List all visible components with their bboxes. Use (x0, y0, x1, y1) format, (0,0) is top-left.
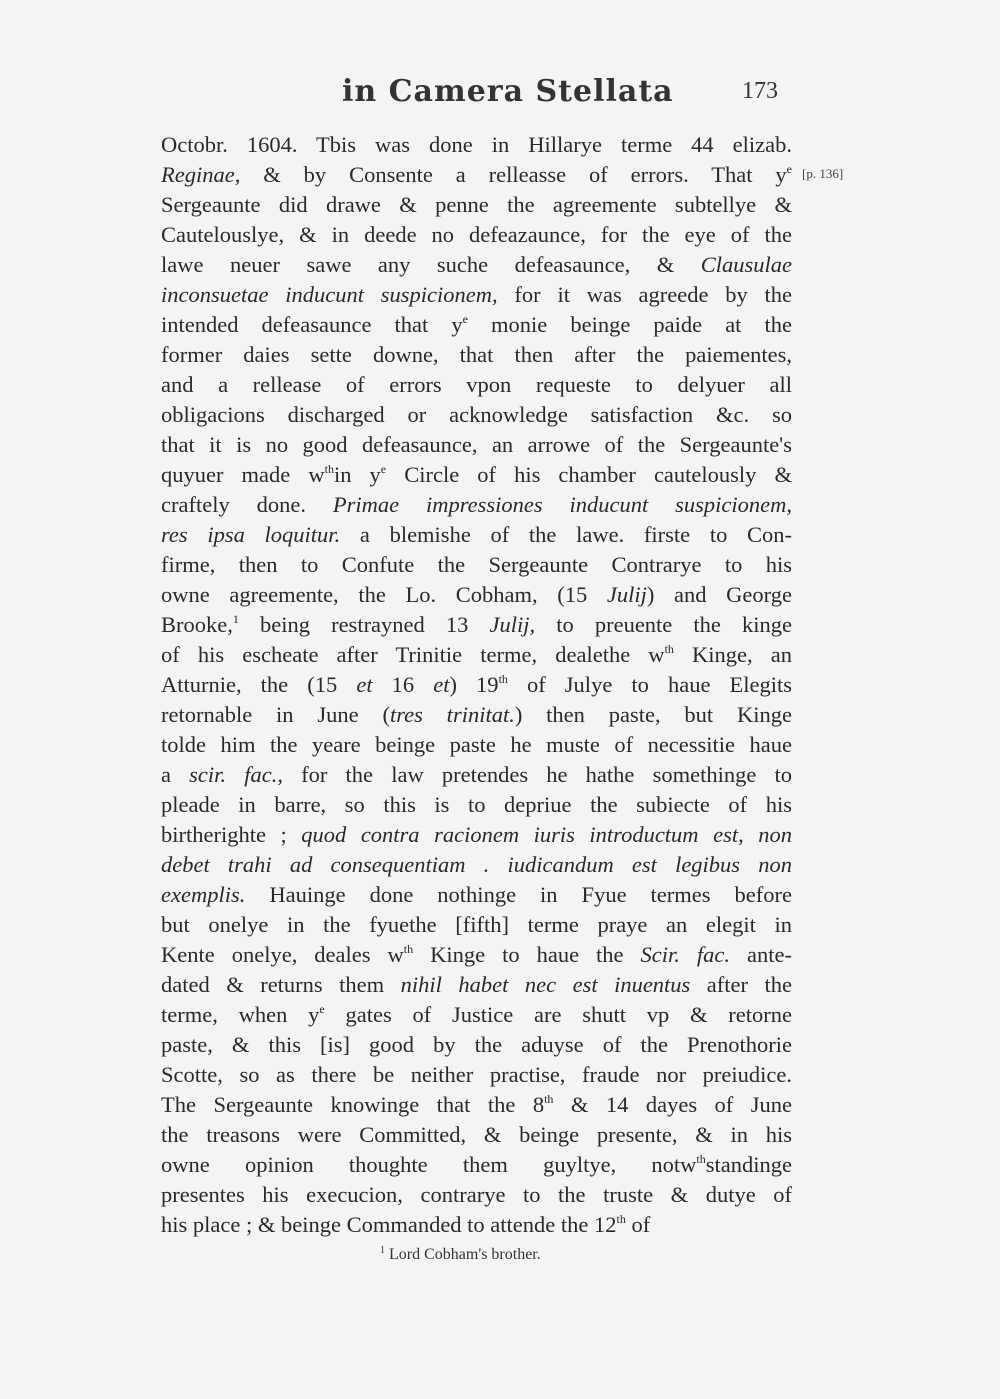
italic-span: res ipsa loquitur. (161, 522, 341, 547)
text-span: Scotte, so as there be neither practise, fraude nor preiudice. (161, 1062, 792, 1087)
text-span: of his escheate after Trinitie terme, dealethe w (161, 642, 665, 667)
text-span: tolde him the yeare beinge paste he muste of necessitie haue (161, 732, 792, 757)
text-span: in y (333, 462, 381, 487)
text-span: standinge (705, 1152, 792, 1177)
text-line (161, 160, 792, 190)
text-span: Kente onelye, deales w (161, 942, 404, 967)
text-span: pleade in barre, so this is to depriue the subiecte of his (161, 792, 792, 817)
text-span: Circle of his chamber cautelously & (386, 462, 792, 487)
text-line (161, 400, 792, 430)
italic-span: Clausulae (700, 252, 792, 277)
text-line (161, 520, 792, 550)
text-line (161, 490, 792, 520)
superscript: e (319, 1002, 325, 1016)
superscript: th (696, 1152, 706, 1166)
italic-span: debet trahi ad consequentiam . iudicandum est legibus non (161, 852, 792, 877)
text-span: a (161, 762, 190, 787)
text-span: & by Consente a relleasse of errors. That y (240, 162, 787, 187)
superscript: 1 (232, 612, 239, 626)
text-line (161, 790, 792, 820)
text-line (161, 730, 792, 760)
text-line (161, 1120, 792, 1150)
body-text (161, 130, 792, 1240)
text-span: of (625, 1212, 651, 1237)
text-line (161, 340, 792, 370)
text-line (161, 430, 792, 460)
page-number: 173 (742, 78, 778, 104)
text-line (161, 1090, 792, 1120)
italic-span: Julij, (489, 612, 536, 637)
superscript: e (462, 312, 468, 326)
text-span: but onelye in the fyuethe [fifth] terme praye an elegit in (161, 912, 792, 937)
text-line (161, 850, 792, 880)
text-span: ) then paste, but Kinge (514, 702, 792, 727)
text-span: ante- (730, 942, 792, 967)
text-line (161, 880, 792, 910)
italic-span: Primae impressiones inducunt suspicionem, (332, 492, 792, 517)
text-span: dated & returns them (161, 972, 401, 997)
text-line (161, 460, 792, 490)
italic-span: scir. fac., (189, 762, 283, 787)
text-span: being restrayned 13 (238, 612, 490, 637)
superscript: th (544, 1092, 554, 1106)
text-span: owne opinion thoughte them guyltye, notw (161, 1152, 697, 1177)
text-span: Kinge, an (673, 642, 792, 667)
italic-span: Julij (606, 582, 647, 607)
text-line (161, 940, 792, 970)
superscript: th (324, 462, 334, 476)
text-span: & 14 dayes of June (553, 1092, 792, 1117)
text-span: for it was agreede by the (497, 282, 792, 307)
superscript: th (403, 942, 414, 956)
text-line (161, 640, 792, 670)
text-span: firme, then to Confute the Sergeaunte Contrarye to his (161, 552, 792, 577)
text-span: former daies sette downe, that then after the paiementes, (161, 342, 792, 367)
superscript: th (664, 642, 674, 656)
text-span: monie beinge paide at the (467, 312, 792, 337)
text-span: terme, when y (161, 1002, 320, 1027)
text-span: Atturnie, the (15 (161, 672, 357, 697)
italic-span: inconsuetae inducunt suspicionem, (161, 282, 498, 307)
text-span: ) 19 (449, 672, 499, 697)
text-span: paste, & this [is] good by the aduyse of the Prenothorie (161, 1032, 792, 1057)
italic-span: nihil habet nec est inuentus (400, 972, 691, 997)
text-line (161, 310, 792, 340)
text-line (161, 820, 792, 850)
text-span: Kinge to haue the (413, 942, 641, 967)
text-line (161, 250, 792, 280)
footnote-marker: 1 (380, 1245, 385, 1256)
text-span: intended defeasaunce that y (161, 312, 463, 337)
page-header (0, 74, 1000, 114)
text-span: retornable in June ( (161, 702, 390, 727)
italic-span: et (356, 672, 373, 697)
text-span: owne agreemente, the Lo. Cobham, (15 (161, 582, 607, 607)
superscript: th (616, 1212, 626, 1226)
text-line (161, 280, 792, 310)
italic-span: Reginae, (161, 162, 241, 187)
text-span: for the law pretendes he hathe somethinge to (282, 762, 792, 787)
text-span: craftely done. (161, 492, 333, 517)
text-span: The Sergeaunte knowinge that the 8 (161, 1092, 545, 1117)
text-span: and a rellease of errors vpon requeste to delyuer all (161, 372, 792, 397)
text-span: to preuente the kinge (535, 612, 792, 637)
italic-span: tres trinitat. (389, 702, 515, 727)
text-span: Sergeaunte did drawe & penne the agreemente subtellye & (161, 192, 792, 217)
text-span: Hauinge done nothinge in Fyue termes before (245, 882, 792, 907)
italic-span: exemplis. (161, 882, 246, 907)
text-span: Cautelouslye, & in deede no defeazaunce, for the eye of the (161, 222, 792, 247)
text-line (161, 580, 792, 610)
text-span: 16 (372, 672, 434, 697)
text-span: after the (690, 972, 792, 997)
text-line (161, 130, 792, 160)
text-line (161, 1150, 792, 1180)
text-span: Octobr. 1604. Tbis was done in Hillarye terme 44 elizab. (161, 132, 792, 157)
superscript: e (380, 462, 387, 476)
text-span: obligacions discharged or acknowledge satisfaction &c. so (161, 402, 792, 427)
italic-span: Scir. fac. (640, 942, 731, 967)
text-line (161, 1000, 792, 1030)
text-span: presentes his execucion, contrarye to the truste & dutye of (161, 1182, 792, 1207)
margin-page-reference: [p. 136] (802, 166, 844, 181)
text-span: the treasons were Committed, & beinge presente, & in his (161, 1122, 792, 1147)
text-line (161, 1060, 792, 1090)
text-line (161, 910, 792, 940)
text-span: Brooke, (161, 612, 233, 637)
text-line (161, 190, 792, 220)
superscript: e (786, 162, 792, 176)
italic-span: quod contra racionem iuris introductum est, non (301, 822, 792, 847)
text-span: gates of Justice are shutt vp & retorne (324, 1002, 792, 1027)
running-head: in Camera Stellata (342, 74, 674, 109)
text-line (161, 970, 792, 1000)
text-span: his place ; & beinge Commanded to attende the 12 (161, 1212, 617, 1237)
text-line (161, 1210, 792, 1240)
text-line (161, 1030, 792, 1060)
text-line (161, 550, 792, 580)
text-span: that it is no good defeasaunce, an arrowe of the Sergeaunte's (161, 432, 792, 457)
footnote (380, 1246, 541, 1264)
text-line (161, 220, 792, 250)
text-line (161, 610, 792, 640)
text-line (161, 1180, 792, 1210)
text-line (161, 370, 792, 400)
text-line (161, 700, 792, 730)
footnote-text: Lord Cobham's brother. (389, 1246, 541, 1263)
text-line (161, 670, 792, 700)
text-line (161, 760, 792, 790)
text-span: a blemishe of the lawe. firste to Con- (340, 522, 793, 547)
superscript: th (498, 672, 508, 686)
text-span: of Julye to haue Elegits (507, 672, 792, 697)
italic-span: et (433, 672, 450, 697)
text-span: quyuer made w (161, 462, 325, 487)
text-span: lawe neuer sawe any suche defeasaunce, & (161, 252, 701, 277)
text-span: birtherighte ; (161, 822, 302, 847)
text-span: ) and George (646, 582, 792, 607)
